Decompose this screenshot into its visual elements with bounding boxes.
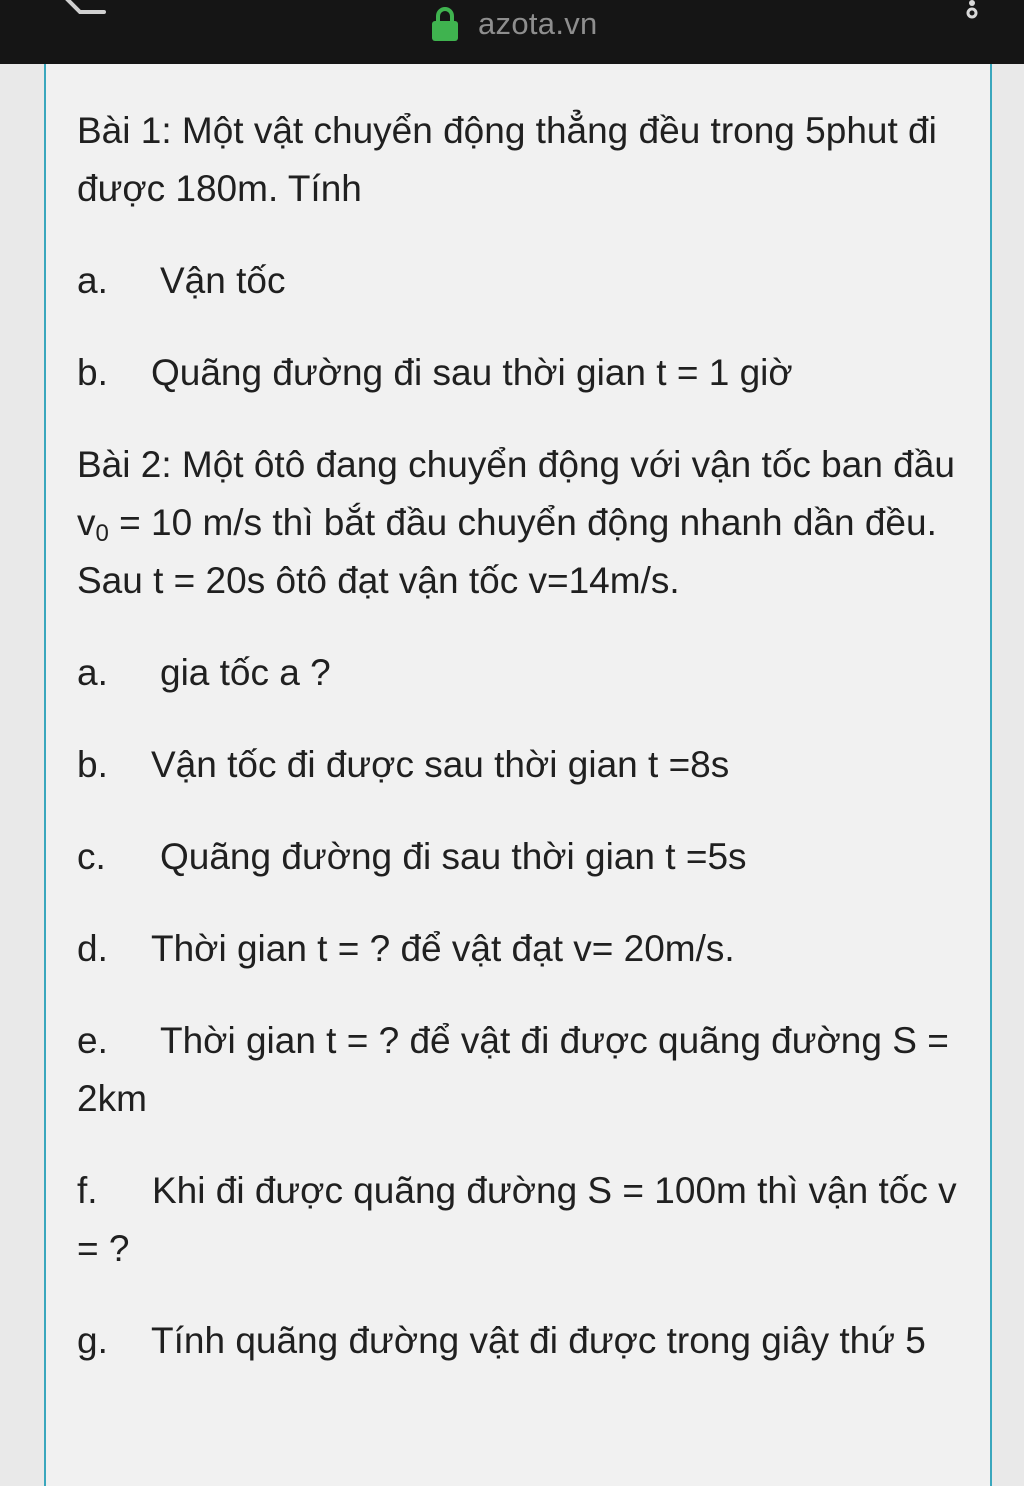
browser-top-bar bbox=[0, 0, 1024, 64]
v0-subscript: 0 bbox=[95, 520, 109, 547]
document-page bbox=[44, 64, 992, 1486]
bai1-question: Bài 1: Một vật chuyển động thẳng đều trong 5phut đi được 180m. Tính bbox=[77, 110, 937, 209]
bai2-text-end: = 10 m/s thì bắt đầu chuyển động nhanh dần đều. Sau t = 20s ôtô đạt vận tốc v=14m/s. bbox=[77, 502, 937, 601]
item-marker: g. bbox=[77, 1320, 108, 1361]
bai2-item-g bbox=[77, 1312, 977, 1370]
url-text: azota.vn bbox=[478, 6, 598, 41]
item-text: Vận tốc đi được sau thời gian t =8s bbox=[151, 744, 730, 785]
bai2-item-e bbox=[77, 1012, 977, 1128]
item-marker: e. bbox=[77, 1020, 108, 1061]
item-text: Tính quãng đường vật đi được trong giây thứ 5 bbox=[151, 1320, 926, 1361]
item-text: Quãng đường đi sau thời gian t = 1 giờ bbox=[151, 352, 793, 393]
item-text: gia tốc a ? bbox=[160, 652, 331, 693]
bai2-item-a bbox=[77, 644, 977, 702]
item-marker: a. bbox=[77, 652, 108, 693]
bai2-item-d bbox=[77, 920, 977, 978]
item-marker: f. bbox=[77, 1170, 98, 1211]
bai1-item-a bbox=[77, 252, 977, 310]
item-marker: b. bbox=[77, 352, 108, 393]
item-text: Quãng đường đi sau thời gian t =5s bbox=[160, 836, 747, 877]
document-content bbox=[77, 102, 977, 1370]
item-text: Thời gian t = ? để vật đạt v= 20m/s. bbox=[151, 928, 735, 969]
item-marker: d. bbox=[77, 928, 108, 969]
bai2-item-c bbox=[77, 828, 977, 886]
more-options-icon[interactable] bbox=[962, 0, 982, 26]
back-arrow-icon[interactable] bbox=[58, 0, 106, 24]
bai2-item-f bbox=[77, 1162, 977, 1278]
v0-symbol: v bbox=[77, 502, 96, 543]
bai1-item-b bbox=[77, 344, 977, 402]
item-marker: c. bbox=[77, 836, 106, 877]
address-bar[interactable] bbox=[430, 4, 598, 44]
item-marker: a. bbox=[77, 260, 108, 301]
item-text: Vận tốc bbox=[160, 260, 286, 301]
bai2-text-start: Bài 2: Một ôtô đang chuyển động với vận tốc ban đầu bbox=[77, 444, 955, 485]
bai2-item-b bbox=[77, 736, 977, 794]
lock-icon bbox=[430, 6, 460, 42]
item-text: Khi đi được quãng đường S = 100m thì vận tốc v = ? bbox=[77, 1170, 957, 1269]
item-text: Thời gian t = ? để vật đi được quãng đường S = 2km bbox=[77, 1020, 949, 1119]
bai2-question bbox=[77, 436, 977, 610]
item-marker: b. bbox=[77, 744, 108, 785]
